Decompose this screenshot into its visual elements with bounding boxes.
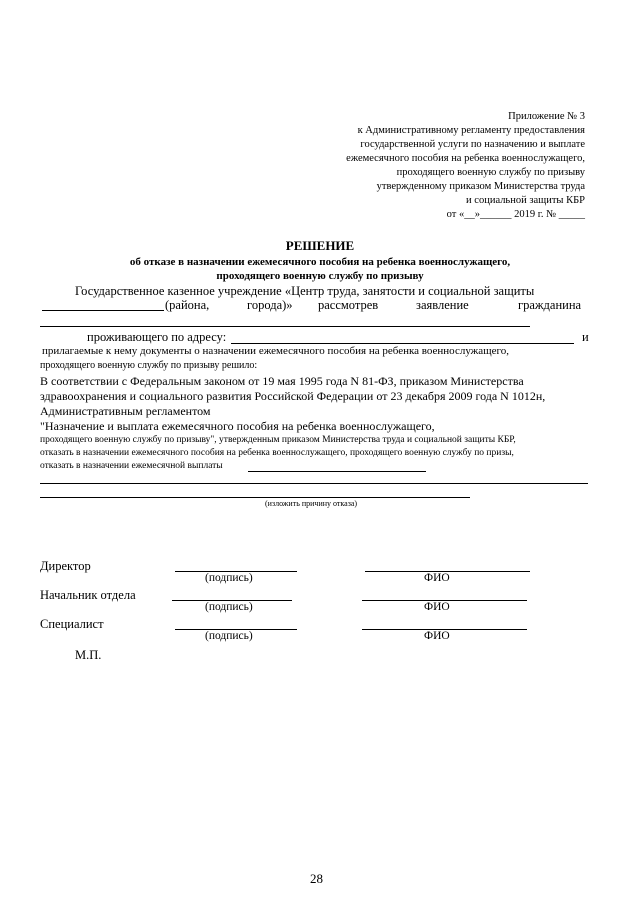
stamp-label: М.П. [75,648,102,662]
application-label: заявление [416,298,469,312]
signatory-role-specialist: Специалист [40,617,104,631]
refusal-line1: отказать в назначении ежемесячного пособия на ребенка военнослужащего, проходящего военную службу по призы, [40,448,514,458]
reason-line1 [40,483,588,484]
document-title: РЕШЕНИЕ [285,238,355,253]
name-caption: ФИО [424,601,450,613]
signature-caption: (подпись) [205,630,253,642]
name-caption: ФИО [424,572,450,584]
reason-line2 [40,497,470,498]
reason-caption: (изложить причину отказа) [265,499,358,508]
district-label: (района, [165,298,210,312]
annex-line: к Административному регламенту предоставления [357,125,585,136]
signatory-role-department-head: Начальник отдела [40,588,136,602]
document-subtitle-line2: проходящего военную службу по призыву [216,270,424,282]
annex-line: утвержденному приказом Министерства труда [376,181,585,192]
annex-line: проходящего военную службу по призыву [396,167,585,178]
refusal-line2: отказать в назначении ежемесячной выплаты [40,461,223,471]
district-blank [42,310,164,311]
signatory-role-director: Директор [40,559,91,573]
annex-header [346,110,585,222]
page-number: 28 [310,871,323,886]
law-line2: здравоохранения и социального развития Российской Федерации от 23 декабря 2009 года N 1012н, [40,389,546,403]
annex-date-line: от «__»______ 2019 г. № _____ [446,209,585,220]
approval-line: проходящего военную службу по призыву", утвержденным приказом Министерства труда и социальной защиты КБР, [40,435,516,445]
document-subtitle-line1: об отказе в назначении ежемесячного пособия на ребенка военнослужащего, [129,256,511,268]
address-blank [231,343,574,344]
address-label: проживающего по адресу: [87,330,227,344]
law-line1: В соответствии с Федеральным законом от 19 мая 1995 года N 81-ФЗ, приказом Министерства [40,374,524,388]
payment-blank [248,471,426,472]
city-label: города)» [247,298,293,312]
name-caption: ФИО [424,630,450,642]
reviewed-label: рассмотрев [318,298,379,312]
law-line4: "Назначение и выплата ежемесячного пособия на ребенка военнослужащего, [40,419,435,433]
annex-line: и социальной защиты КБР [466,195,585,206]
annex-number: Приложение № 3 [508,111,585,122]
annex-line: государственной услуги по назначению и выплате [360,139,585,150]
decision-line: проходящего военную службу по призыву решило: [40,360,258,371]
annex-line: ежемесячного пособия на ребенка военнослужащего, [346,153,585,164]
institution-line: Государственное казенное учреждение «Центр труда, занятости и социальной защиты [75,284,535,298]
citizen-label: гражданина [518,298,582,312]
address-end: и [582,330,589,344]
citizen-name-blank [40,326,530,327]
signature-caption: (подпись) [205,572,253,584]
law-line3: Административным регламентом [40,404,211,418]
signature-caption: (подпись) [205,601,253,613]
documents-line: прилагаемые к нему документы о назначении ежемесячного пособия на ребенка военнослужащего, [42,345,510,357]
